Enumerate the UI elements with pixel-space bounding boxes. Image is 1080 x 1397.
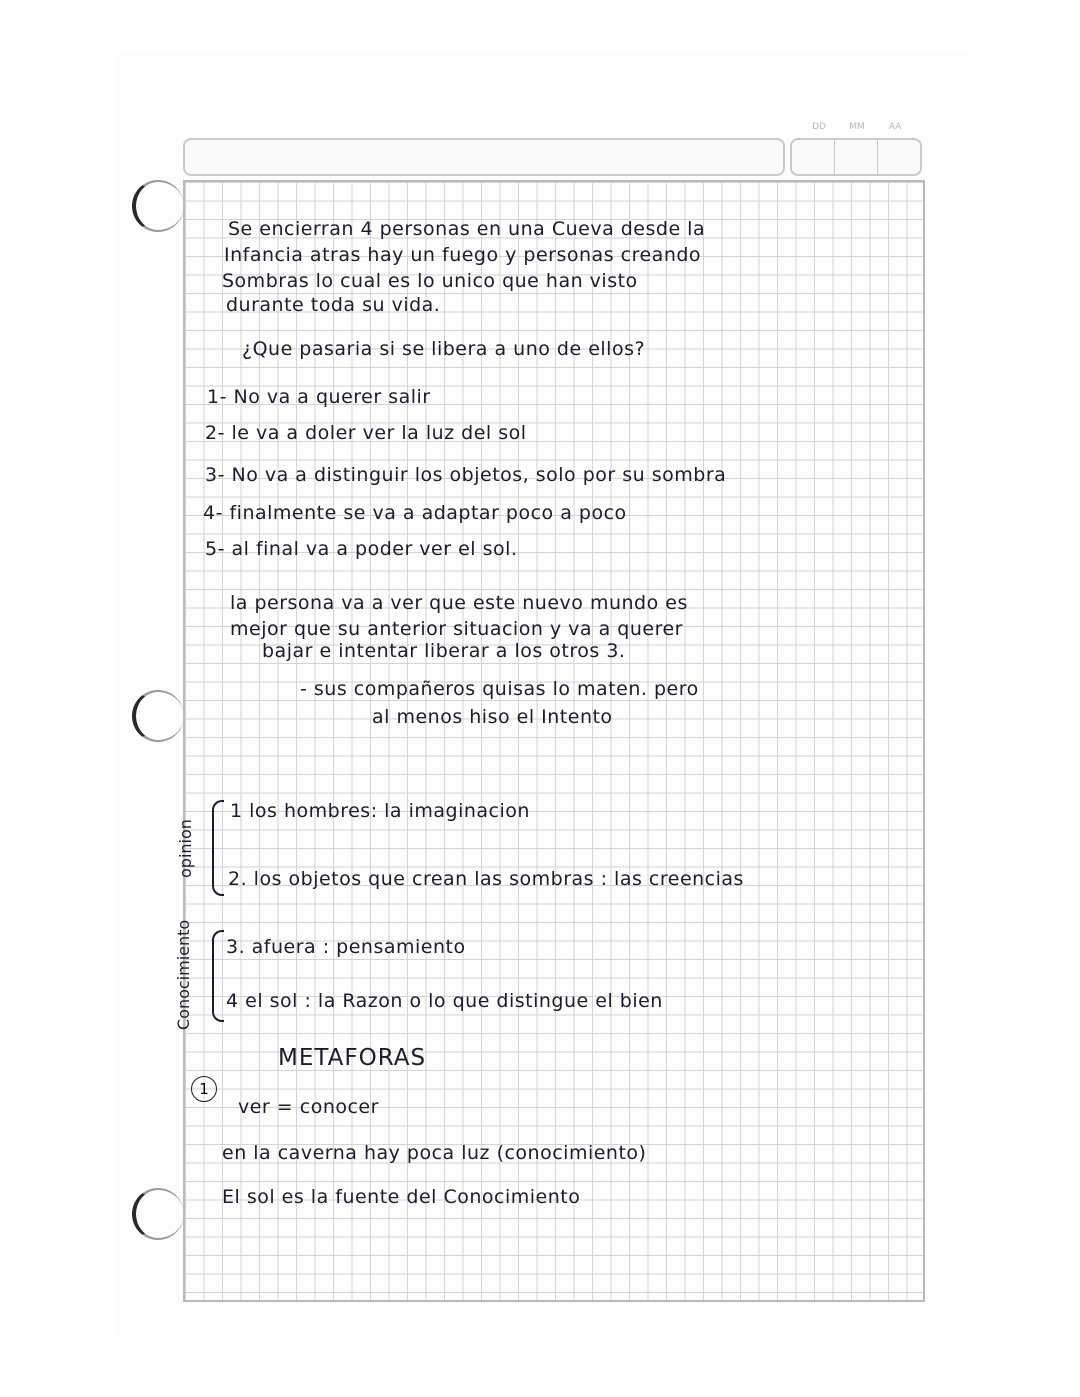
side-label-conocimiento: Conocimiento [174,919,193,1030]
metaforas-line: El sol es la fuente del Conocimiento [222,1186,581,1208]
intro-line: Se encierran 4 personas en una Cueva desde la [228,218,706,240]
intro-line: Sombras lo cual es lo unico que han visto [222,270,638,292]
paragraph-line: bajar e intentar liberar a los otros 3. [262,640,626,662]
date-label-year: AA [888,122,902,132]
step-item: 3- No va a distinguir los objetos, solo por su sombra [205,464,727,486]
date-labels [800,122,920,132]
metaforas-line: ver = conocer [238,1096,379,1118]
list-item: 2. los objetos que crean las sombras : las creencias [228,868,744,890]
metaforas-heading: METAFORAS [278,1045,427,1071]
list-item: 3. afuera : pensamiento [226,936,466,958]
brace-opinion [212,800,224,896]
paragraph-line: mejor que su anterior situacion y va a querer [230,618,683,640]
step-item: 4- finalmente se va a adaptar poco a poco [203,502,627,524]
binder-hole [132,180,184,232]
step-item: 5- al final va a poder ver el sol. [205,538,518,560]
intro-line: durante toda su vida. [226,294,441,316]
date-box [790,138,922,176]
date-label-day: DD [812,122,826,132]
question: ¿Que pasaria si se libera a uno de ellos? [242,338,646,360]
brace-conocimiento [212,930,224,1022]
list-item: 4 el sol : la Razon o lo que distingue el bien [226,990,663,1012]
metaforas-line: en la caverna hay poca luz (conocimiento) [222,1142,647,1164]
binder-hole [132,690,184,742]
step-item: 1- No va a querer salir [207,386,431,408]
title-box [183,138,785,176]
metaforas-number: 1 [191,1076,217,1102]
side-label-opinion: opinion [176,819,195,878]
paragraph-line: la persona va a ver que este nuevo mundo es [230,592,688,614]
step-item: 2- le va a doler ver la luz del sol [205,422,527,444]
note-line: - sus compañeros quisas lo maten. pero [300,678,699,700]
intro-line: Infancia atras hay un fuego y personas creando [224,244,702,266]
list-item: 1 los hombres: la imaginacion [230,800,530,822]
binder-hole [132,1188,184,1240]
note-line: al menos hiso el Intento [372,706,613,728]
date-label-month: MM [849,122,865,132]
